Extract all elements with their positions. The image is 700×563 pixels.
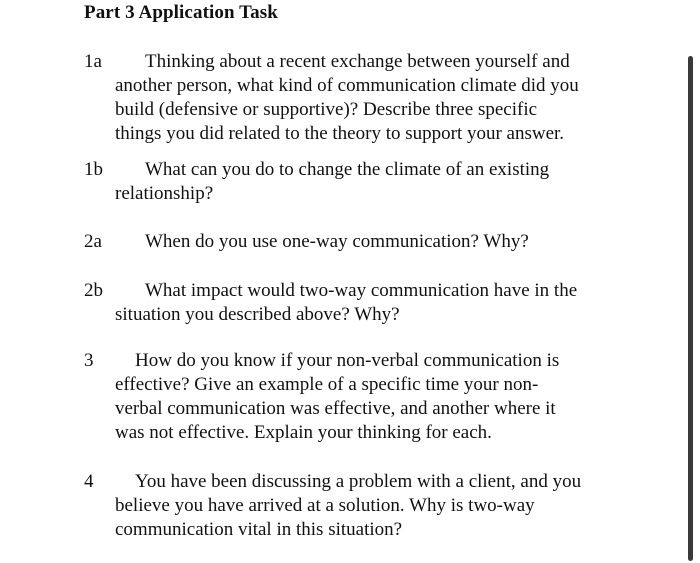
question-number-2a: 2a bbox=[84, 231, 102, 252]
page-title: Part 3 Application Task bbox=[84, 2, 278, 23]
question-number-1a: 1a bbox=[84, 51, 102, 72]
question-text-2a: When do you use one-way communication? Why? bbox=[145, 231, 529, 252]
question-text-1b: What can you do to change the climate of an existing relationship? bbox=[115, 159, 550, 204]
question-number-3: 3 bbox=[84, 350, 94, 371]
question-number-1b: 1b bbox=[84, 159, 103, 180]
question-text-2b: What impact would two-way communication have in the situation you described above? Why? bbox=[115, 280, 578, 325]
question-text-3: How do you know if your non-verbal communication is effective? Give an example of a specific time your non- verbal communication was effective, and another where it was not effective. Explain your thinking for each. bbox=[115, 350, 560, 443]
question-number-2b: 2b bbox=[84, 280, 103, 301]
question-number-4: 4 bbox=[84, 471, 94, 492]
question-text-1a: Thinking about a recent exchange between yourself and another person, what kind of communication climate did you build (defensive or supportive)? Describe three specific things you did related to the theory to support your answer. bbox=[115, 51, 579, 144]
question-text-4: You have been discussing a problem with a client, and you believe you have arrived at a solution. Why is two-way communication vital in this situation? bbox=[115, 471, 582, 540]
vertical-scrollbar[interactable] bbox=[688, 56, 693, 561]
